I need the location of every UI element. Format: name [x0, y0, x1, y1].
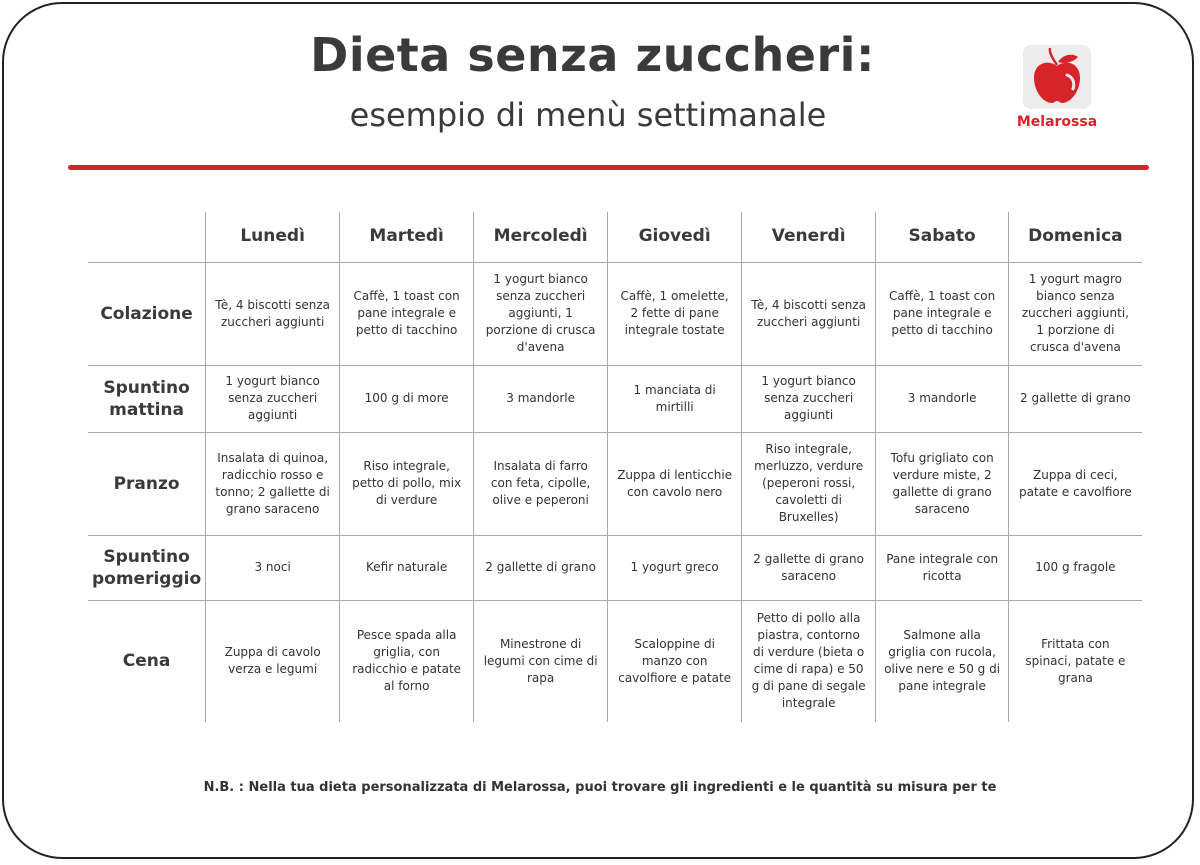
- menu-cell: Zuppa di lenticchie con cavolo nero: [608, 432, 742, 535]
- menu-cell: 3 mandorle: [474, 365, 608, 432]
- meal-label: Spuntino mattina: [88, 365, 206, 432]
- menu-cell: 2 gallette di grano: [1009, 365, 1142, 432]
- menu-cell: Zuppa di cavolo verza e legumi: [206, 600, 340, 722]
- menu-cell: Zuppa di ceci, patate e cavolfiore: [1009, 432, 1142, 535]
- table-row: [88, 535, 1142, 600]
- menu-cell: Tè, 4 biscotti senza zuccheri aggiunti: [206, 262, 340, 365]
- menu-cell: 2 gallette di grano saraceno: [742, 535, 876, 600]
- page-subtitle: esempio di menù settimanale: [349, 96, 827, 134]
- table-row: [88, 600, 1142, 722]
- menu-cell: 1 manciata di mirtilli: [608, 365, 742, 432]
- table-row: [88, 432, 1142, 535]
- menu-cell: Kefir naturale: [340, 535, 474, 600]
- menu-cell: 3 noci: [206, 535, 340, 600]
- day-header: Sabato: [876, 212, 1009, 262]
- menu-cell: Riso integrale, petto di pollo, mix di verdure: [340, 432, 474, 535]
- menu-cell: 100 g fragole: [1009, 535, 1142, 600]
- meal-label: Pranzo: [88, 432, 206, 535]
- table-row: [88, 365, 1142, 432]
- header-row: [88, 212, 1142, 262]
- menu-cell: Insalata di farro con feta, cipolle, olive e peperoni: [474, 432, 608, 535]
- day-header: Giovedì: [608, 212, 742, 262]
- logo-text: Melarossa: [1016, 114, 1098, 130]
- footnote: N.B. : Nella tua dieta personalizzata di Melarossa, puoi trovare gli ingredienti e le quantità su misura per te: [203, 780, 997, 795]
- day-header: Lunedì: [206, 212, 340, 262]
- menu-cell: Minestrone di legumi con cime di rapa: [474, 600, 608, 722]
- meal-label: Cena: [88, 600, 206, 722]
- logo: [1023, 45, 1091, 109]
- menu-cell: Tè, 4 biscotti senza zuccheri aggiunti: [742, 262, 876, 365]
- menu-cell: 1 yogurt magro bianco senza zuccheri aggiunti, 1 porzione di crusca d'avena: [1009, 262, 1142, 365]
- title-divider: [68, 165, 1149, 170]
- menu-cell: Caffè, 1 omelette, 2 fette di pane integrale tostate: [608, 262, 742, 365]
- day-header: Mercoledì: [474, 212, 608, 262]
- page-title: Dieta senza zuccheri:: [310, 28, 875, 82]
- menu-cell: 1 yogurt greco: [608, 535, 742, 600]
- corner-cell: [88, 212, 206, 262]
- menu-cell: Riso integrale, merluzzo, verdure (peperoni rossi, cavoletti di Bruxelles): [742, 432, 876, 535]
- menu-cell: Petto di pollo alla piastra, contorno di verdure (bieta o cime di rapa) e 50 g di pane di segale integrale: [742, 600, 876, 722]
- menu-cell: Caffè, 1 toast con pane integrale e petto di tacchino: [340, 262, 474, 365]
- day-header: Venerdì: [742, 212, 876, 262]
- menu-cell: Tofu grigliato con verdure miste, 2 gallette di grano saraceno: [876, 432, 1009, 535]
- menu-cell: Frittata con spinaci, patate e grana: [1009, 600, 1142, 722]
- apple-icon: [1023, 45, 1091, 109]
- menu-cell: Scaloppine di manzo con cavolfiore e patate: [608, 600, 742, 722]
- menu-cell: Insalata di quinoa, radicchio rosso e tonno; 2 gallette di grano saraceno: [206, 432, 340, 535]
- day-header: Domenica: [1009, 212, 1142, 262]
- menu-cell: Caffè, 1 toast con pane integrale e petto di tacchino: [876, 262, 1009, 365]
- table-row: [88, 262, 1142, 365]
- menu-cell: 100 g di more: [340, 365, 474, 432]
- menu-cell: Salmone alla griglia con rucola, olive nere e 50 g di pane integrale: [876, 600, 1009, 722]
- day-header: Martedì: [340, 212, 474, 262]
- weekly-menu-table: [88, 212, 1142, 722]
- meal-label: Colazione: [88, 262, 206, 365]
- menu-cell: 1 yogurt bianco senza zuccheri aggiunti: [742, 365, 876, 432]
- menu-cell: 1 yogurt bianco senza zuccheri aggiunti, 1 porzione di crusca d'avena: [474, 262, 608, 365]
- menu-cell: Pesce spada alla griglia, con radicchio e patate al forno: [340, 600, 474, 722]
- menu-cell: 3 mandorle: [876, 365, 1009, 432]
- menu-cell: 2 gallette di grano: [474, 535, 608, 600]
- menu-cell: 1 yogurt bianco senza zuccheri aggiunti: [206, 365, 340, 432]
- meal-label: Spuntino pomeriggio: [88, 535, 206, 600]
- menu-cell: Pane integrale con ricotta: [876, 535, 1009, 600]
